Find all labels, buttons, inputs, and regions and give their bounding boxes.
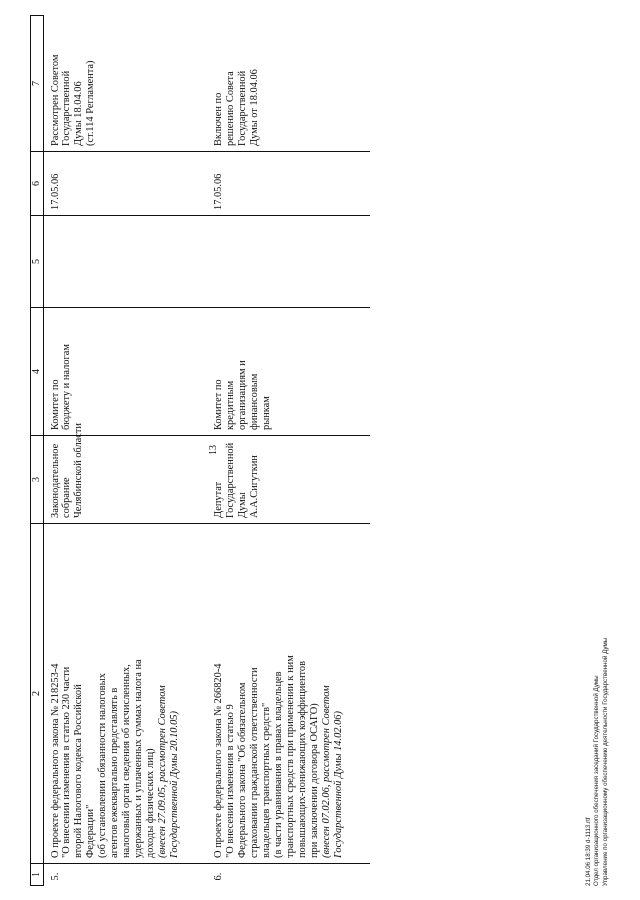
description-line: Федерации" <box>85 804 97 858</box>
table-row <box>207 16 370 886</box>
status-note <box>43 16 207 152</box>
description-line: "О внесении изменения в статью 230 части <box>61 666 73 858</box>
column-header: 2 <box>31 524 44 864</box>
description-line: второй Налогового кодекса Российской <box>73 684 85 858</box>
column-header: 3 <box>31 436 44 524</box>
footer-directorate: Управление по организационному обеспечению деятельности Государственной Думы <box>601 637 609 886</box>
author-line: А.А.Сигуткин <box>248 455 260 518</box>
footer-department: Отдел организационного обеспечения заседаний Государственной Думы <box>593 675 601 886</box>
note-line: решению Совета <box>224 71 236 146</box>
committee-line: кредитным <box>224 380 236 430</box>
description-line: при заключении договора ОСАГО) <box>308 703 320 858</box>
column-header: 1 <box>31 864 44 886</box>
author-line: Челябинской области <box>73 423 85 518</box>
committee-line: финансовым <box>248 373 260 430</box>
committee-line: рынкам <box>260 396 272 430</box>
description-line: удержанных и уплаченных суммах налога на <box>133 659 145 858</box>
description-line: (внесен 27.09.05, рассмотрен Советом <box>157 685 169 858</box>
table-header-row <box>31 16 44 886</box>
committee-line: организациям и <box>236 360 248 430</box>
column-header: 7 <box>31 16 44 152</box>
note-line: Включен по <box>212 92 224 146</box>
author-line: Государственной <box>224 442 236 518</box>
author-line: Думы <box>236 492 248 518</box>
note-line: (ст.114 Регламента) <box>85 60 97 146</box>
description-line: Государственной Думы 20.10.05) <box>169 711 181 858</box>
author-line: собрание <box>61 477 73 518</box>
description-line: налоговый орган сведения об исчисленных, <box>121 664 133 858</box>
column-header: 6 <box>31 152 44 216</box>
note-line: Рассмотрен Советом <box>49 54 61 146</box>
review-date: 17.05.06 <box>43 152 207 216</box>
committee-line: Комитет по <box>212 379 224 430</box>
bill-description <box>207 524 370 864</box>
status-note <box>207 16 370 152</box>
row-number: 5. <box>49 872 61 881</box>
description-line: "О внесении изменения в статью 9 <box>224 704 236 858</box>
description-line: О проекте федерального закона № 218253-4 <box>49 663 61 858</box>
description-line: агентов ежеквартально представлять в <box>109 687 121 858</box>
description-line: Государственной Думы 14.02.06) <box>332 711 344 858</box>
footer-file-stamp: 21.04.06 18:39 d-1113.rtf <box>585 817 592 886</box>
author-line: Законодательное <box>49 443 61 518</box>
column-header: 4 <box>31 308 44 436</box>
description-line: (в части уравнивания в правах владельцев <box>272 671 284 858</box>
description-line: страховании гражданской ответственности <box>248 667 260 858</box>
column-5-cell <box>43 216 207 308</box>
responsible-committee <box>207 308 370 436</box>
page-number: 13 <box>208 445 219 455</box>
committee-line: Комитет по <box>49 379 61 430</box>
responsible-committee <box>43 308 207 436</box>
description-line: (об установлении обязанности налоговых <box>97 673 109 858</box>
row-number: 6. <box>212 872 224 881</box>
review-date: 17.05.06 <box>207 152 370 216</box>
bill-author <box>207 436 370 524</box>
table-row <box>43 16 207 886</box>
document-footer <box>585 638 610 886</box>
agenda-table <box>30 15 370 886</box>
description-line: О проекте федерального закона № 266820-4 <box>212 663 224 858</box>
description-line: Федерального закона "Об обязательном <box>236 682 248 858</box>
note-line: Государственной <box>236 70 248 146</box>
note-line: Думы 18.04.06 <box>73 81 85 146</box>
bill-description <box>43 524 207 864</box>
note-line: Думы от 18.04.06 <box>248 69 260 146</box>
column-header: 5 <box>31 216 44 308</box>
committee-line: бюджету и налогам <box>61 344 73 430</box>
bill-author <box>43 423 207 524</box>
column-5-cell <box>207 216 370 308</box>
author-line: Депутат <box>212 481 224 518</box>
description-line: повышающих-понижающих коэффициентов <box>296 660 308 858</box>
description-line: (внесен 07.02.06, рассмотрен Советом <box>320 685 332 858</box>
description-line: транспортных средств при применении к ним <box>284 655 296 858</box>
description-line: владельцев транспортных средств" <box>260 702 272 858</box>
description-line: доходы физических лиц) <box>145 748 157 858</box>
note-line: Государственной <box>61 70 73 146</box>
